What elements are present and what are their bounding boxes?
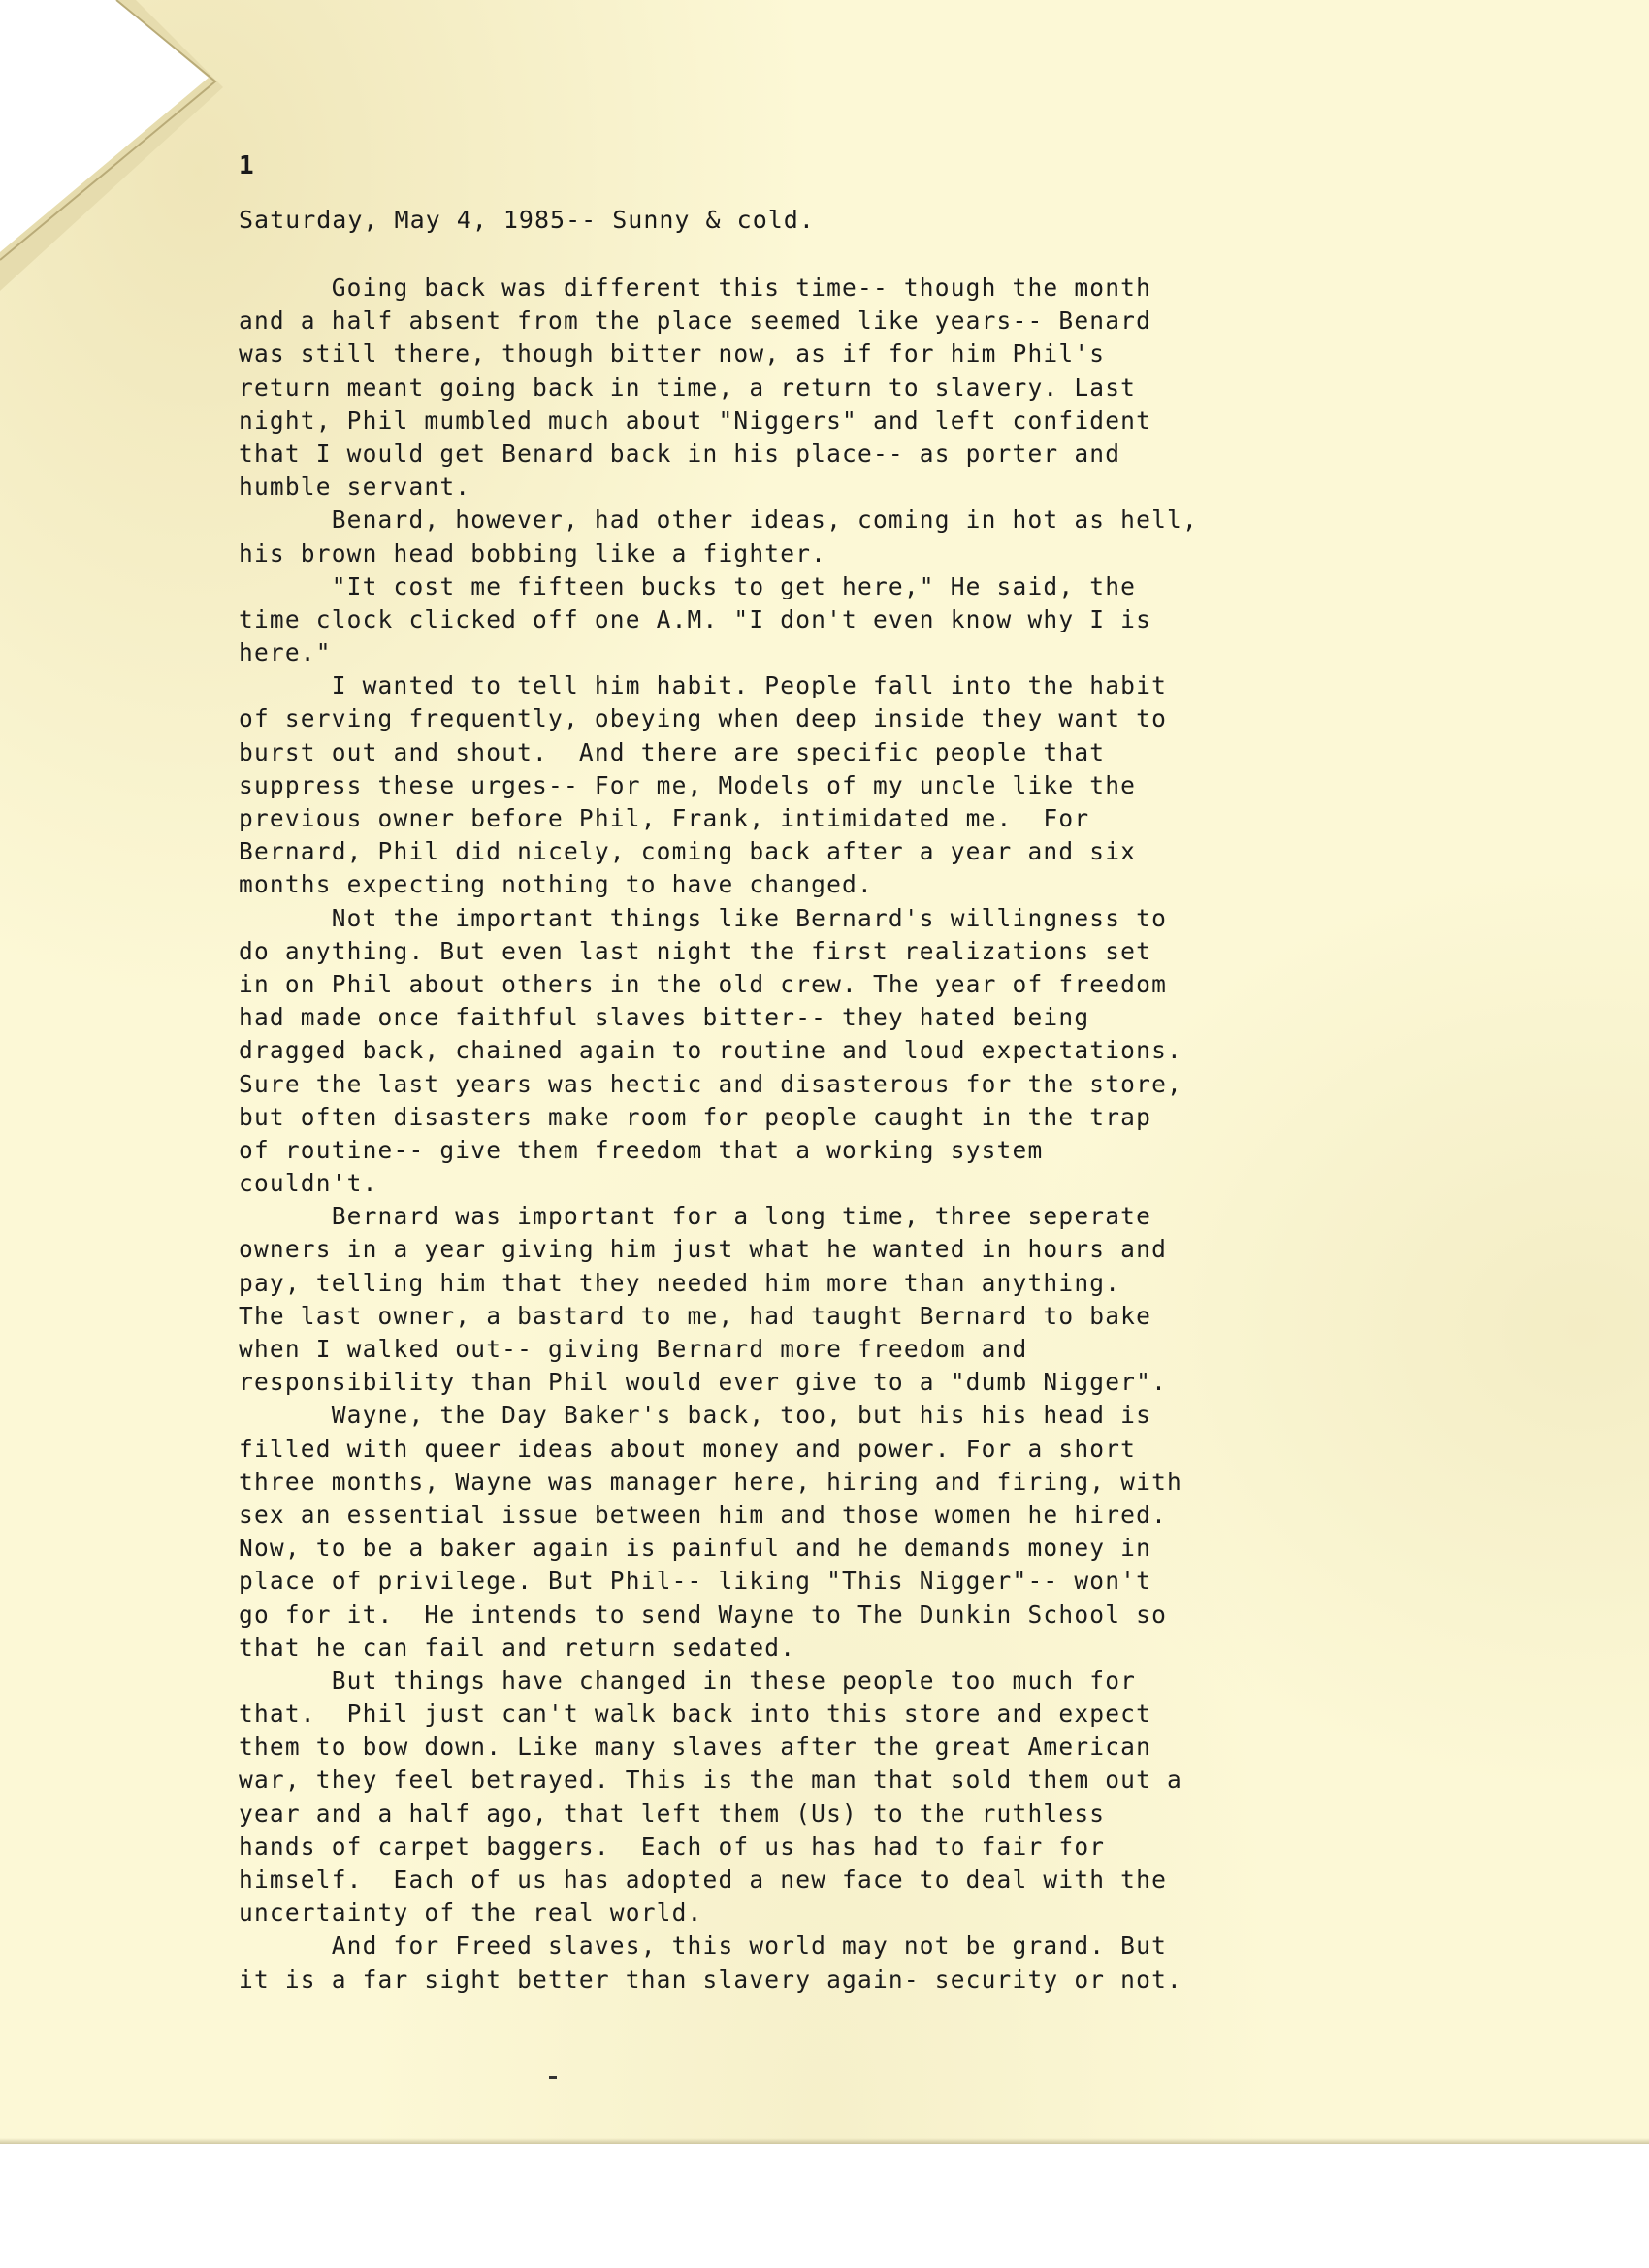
text-line: "It cost me fifteen bucks to get here," He said, the — [239, 571, 1137, 600]
text-line: in on Phil about others in the old crew. The year of freedom — [239, 969, 1168, 998]
text-line: months expecting nothing to have changed. — [239, 870, 873, 899]
text-line: return meant going back in time, a return to slavery. Last — [239, 373, 1137, 402]
ink-speck — [549, 2076, 557, 2079]
text-line: of routine-- give them freedom that a working system — [239, 1135, 1044, 1164]
text-line: sex an essential issue between him and those women he hired. — [239, 1500, 1168, 1529]
text-line: The last owner, a bastard to me, had taught Bernard to bake — [239, 1301, 1152, 1330]
folded-corner — [0, 0, 252, 407]
text-line: go for it. He intends to send Wayne to The Dunkin School so — [239, 1600, 1168, 1629]
text-line: time clock clicked off one A.M. "I don't even know why I is — [239, 604, 1152, 633]
text-line: hands of carpet baggers. Each of us has had to fair for — [239, 1831, 1106, 1861]
text-line: responsibility than Phil would ever give to a "dumb Nigger". — [239, 1368, 1168, 1397]
text-line: Benard, however, had other ideas, coming in hot as hell, — [239, 505, 1198, 535]
text-line: previous owner before Phil, Frank, intimidated me. For — [239, 804, 1090, 832]
text-line: owners in a year giving him just what he wanted in hours and — [239, 1235, 1168, 1264]
text-line: had made once faithful slaves bitter-- they hated being — [239, 1003, 1090, 1032]
text-line: Wayne, the Day Baker's back, too, but his his head is — [239, 1401, 1152, 1430]
text-line: himself. Each of us has adopted a new face to deal with the — [239, 1865, 1168, 1894]
text-line: when I walked out-- giving Bernard more freedom and — [239, 1335, 1028, 1363]
text-line: uncertainty of the real world. — [239, 1898, 703, 1928]
text-line: his brown head bobbing like a fighter. — [239, 538, 827, 567]
text-line: Going back was different this time-- though the month — [239, 274, 1152, 302]
text-line: burst out and shout. And there are specific people that — [239, 737, 1106, 766]
text-line: Sure the last years was hectic and disasterous for the store, — [239, 1069, 1182, 1098]
text-line: do anything. But even last night the first realizations set — [239, 936, 1152, 965]
journal-body — [239, 272, 1451, 1996]
text-line: year and a half ago, that left them (Us) to the ruthless — [239, 1798, 1106, 1828]
text-line: couldn't. — [239, 1169, 378, 1198]
text-line: it is a far sight better than slavery again- security or not. — [239, 1964, 1182, 1993]
text-line: but often disasters make room for people caught in the trap — [239, 1102, 1152, 1131]
text-line: of serving frequently, obeying when deep inside they want to — [239, 704, 1168, 733]
text-line: And for Freed slaves, this world may not be grand. But — [239, 1931, 1168, 1960]
text-line: filled with queer ideas about money and power. For a short — [239, 1434, 1137, 1463]
text-line: Bernard, Phil did nicely, coming back after a year and six — [239, 837, 1137, 866]
text-line: I wanted to tell him habit. People fall into the habit — [239, 671, 1168, 700]
text-line: was still there, though bitter now, as if for him Phil's — [239, 340, 1106, 369]
text-line: Bernard was important for a long time, three seperate — [239, 1202, 1152, 1231]
text-line: them to bow down. Like many slaves after the great American — [239, 1733, 1152, 1762]
text-line: that I would get Benard back in his place-- as porter and — [239, 438, 1121, 468]
text-line: three months, Wayne was manager here, hiring and firing, with — [239, 1467, 1182, 1496]
text-line: that. Phil just can't walk back into this store and expect — [239, 1700, 1152, 1729]
page-bottom-edge — [0, 2138, 1649, 2144]
text-line: humble servant. — [239, 472, 471, 502]
text-line: here." — [239, 638, 332, 667]
text-line: war, they feel betrayed. This is the man that sold them out a — [239, 1766, 1182, 1795]
text-line: But things have changed in these people too much for — [239, 1666, 1137, 1695]
text-line: place of privilege. But Phil-- liking "This Nigger"-- won't — [239, 1567, 1152, 1596]
text-line: that he can fail and return sedated. — [239, 1633, 796, 1662]
text-line: dragged back, chained again to routine and loud expectations. — [239, 1036, 1182, 1065]
text-line: pay, telling him that they needed him more than anything. — [239, 1268, 1121, 1297]
page-number: 1 — [239, 151, 254, 180]
text-line: suppress these urges-- For me, Models of my uncle like the — [239, 770, 1137, 799]
entry-date-heading: Saturday, May 4, 1985-- Sunny & cold. — [239, 206, 815, 234]
text-line: Not the important things like Bernard's willingness to — [239, 903, 1168, 932]
text-line: and a half absent from the place seemed like years-- Benard — [239, 307, 1152, 336]
text-line: Now, to be a baker again is painful and he demands money in — [239, 1534, 1152, 1563]
text-line: night, Phil mumbled much about "Niggers" and left confident — [239, 405, 1152, 435]
